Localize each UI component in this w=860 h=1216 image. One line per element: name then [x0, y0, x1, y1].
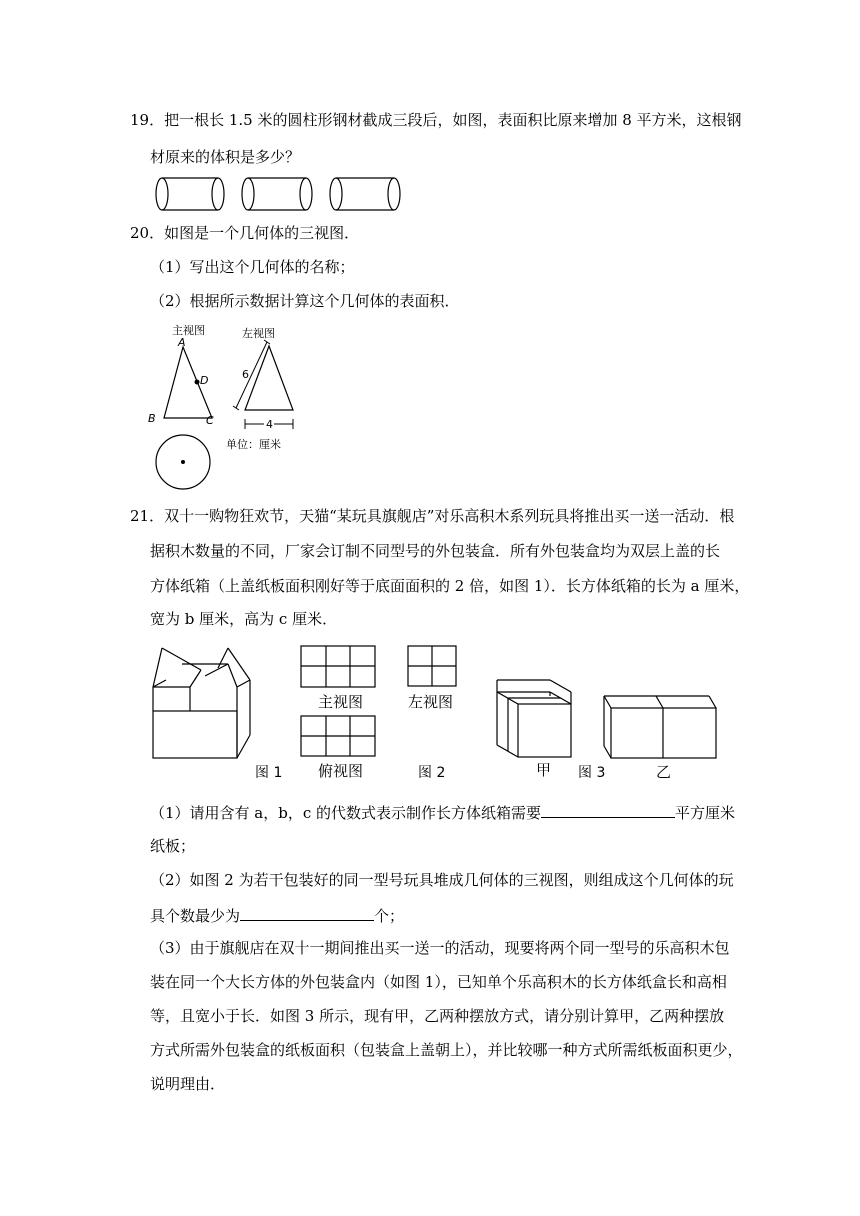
arrangement-jia [497, 680, 571, 757]
dimension-6-label: 6 [242, 368, 249, 381]
q21-part3-line1: （3）由于旗舰店在双十一期间推出买一送一的活动，现要将两个同一型号的乐高积木包 [150, 939, 730, 957]
answer-blank-2[interactable] [240, 904, 374, 921]
left-view-label: 左视图 [242, 327, 275, 340]
q21-line4: 宽为 b 厘米，高为 c 厘米． [150, 610, 338, 628]
part2-text-c: 个； [374, 907, 405, 925]
q21-part2-line2 [150, 904, 404, 926]
top-label: 俯视图 [318, 762, 364, 780]
left-view-triangle [245, 346, 293, 410]
q20-sub2: （2）根据所示数据计算这个几何体的表面积． [150, 292, 460, 310]
fig3-caption: 图 3 [578, 765, 606, 781]
dimension-line-6 [236, 342, 267, 408]
front-view-grid [301, 646, 375, 687]
q21-line3: 方体纸箱（上盖纸板面积刚好等于底面面积的 2 倍，如图 1）．长方体纸箱的长为 a 厘米， [150, 577, 750, 595]
cylinder-piece-1 [156, 178, 224, 210]
left-view-grid [408, 646, 456, 686]
unit-label: 单位：厘米 [226, 438, 281, 451]
q21-line2: 据积木数量的不同，厂家会订制不同型号的外包装盒．所有外包装盒均为双层上盖的长 [150, 542, 721, 560]
point-d-marker [195, 380, 200, 385]
fig1-caption: 图 1 [255, 765, 283, 781]
part2-text-b: 具个数最少为 [150, 907, 241, 925]
answer-blank-1[interactable] [541, 801, 675, 818]
front-view-label: 主视图 [172, 324, 205, 337]
cylinder-pieces-figure [150, 174, 410, 216]
q21-part3-line5: 说明理由． [150, 1075, 226, 1093]
q21-line1: 21．双十一购物狂欢节，天猫“某玩具旗舰店”对乐高积木系列玩具将推出买一送一活动．根 [130, 507, 735, 525]
q21-part3-line4: 方式所需外包装盒的纸板面积（包装盒上盖朝上），并比较哪一种方式所需纸板面积更少， [150, 1041, 743, 1059]
q20-sub1: （1）写出这个几何体的名称； [150, 258, 355, 276]
top-view-grid [301, 716, 375, 756]
box-figures [150, 640, 730, 790]
front-label: 主视图 [318, 693, 364, 711]
point-a-label: A [178, 336, 186, 349]
jia-label: 甲 [536, 761, 552, 779]
yi-label: 乙 [656, 763, 672, 781]
dimension-4-label: 4 [266, 418, 273, 431]
point-b-label: B [148, 412, 156, 425]
q21-part3-line3: 等，且宽小于长．如图 3 所示，现有甲，乙两种摆放方式，请分别计算甲，乙两种摆放 [150, 1007, 725, 1025]
fig2-caption: 图 2 [418, 765, 446, 781]
q20-line1: 20．如图是一个几何体的三视图． [130, 224, 360, 242]
arrangement-yi [604, 696, 716, 758]
left-label: 左视图 [408, 693, 454, 711]
q21-part3-line2: 装在同一个大长方体的外包装盒内（如图 1），已知单个乐高积木的长方体纸盒长和高相 [150, 973, 727, 991]
three-view-figure [140, 320, 320, 490]
cylinder-piece-2 [242, 178, 312, 210]
q19-line2: 材原来的体积是多少？ [150, 148, 301, 166]
cylinder-piece-3 [330, 178, 400, 210]
q21-part1 [150, 801, 735, 823]
point-c-label: C [206, 414, 214, 427]
part1-text-b: 平方厘米 [675, 804, 736, 822]
point-d-label: D [200, 374, 209, 387]
part1-text-a: （1）请用含有 a，b，c 的代数式表示制作长方体纸箱需要 [150, 804, 542, 822]
open-box-figure-1 [153, 648, 250, 758]
q19-line1: 19．把一根长 1.5 米的圆柱形钢材截成三段后，如图，表面积比原来增加 8 平方米，这根钢 [130, 111, 742, 129]
q21-part1-cont: 纸板； [150, 837, 196, 855]
circle-center-dot [181, 460, 185, 464]
q21-part2-line1: （2）如图 2 为若干包装好的同一型号玩具堆成几何体的三视图，则组成这个几何体的玩 [150, 871, 734, 889]
